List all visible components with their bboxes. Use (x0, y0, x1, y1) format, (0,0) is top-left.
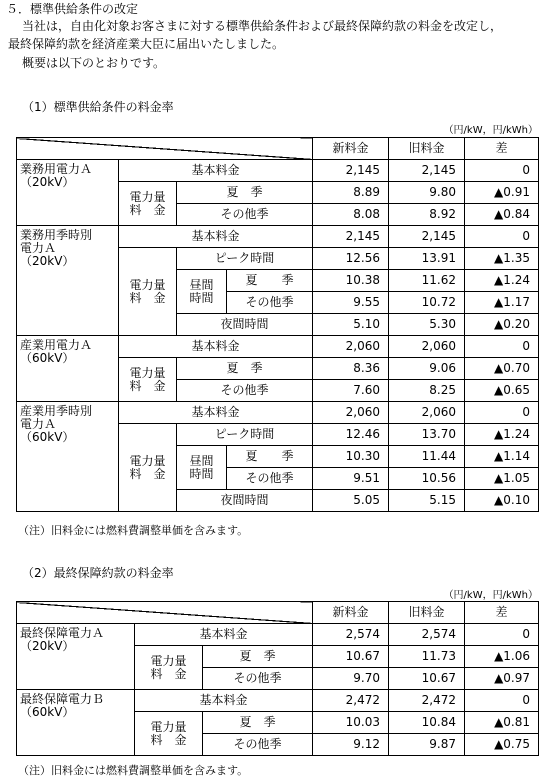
old-value: 10.67 (389, 668, 465, 690)
old-value: 13.70 (389, 424, 465, 446)
new-value: 10.03 (313, 712, 389, 734)
new-value: 5.05 (313, 490, 389, 512)
diff-value: 0 (465, 402, 539, 424)
intro-line-2: 最終保障約款を経済産業大臣に届出いたしました。 (8, 37, 285, 51)
old-value: 8.25 (389, 380, 465, 402)
daytime-label: 昼間 時間 (177, 446, 227, 490)
header-diagonal-cell (17, 138, 313, 160)
diff-value: ▲0.81 (465, 712, 539, 734)
season-label: 夏 季 (227, 270, 313, 292)
diff-value: ▲0.70 (465, 358, 539, 380)
diff-value: ▲1.06 (465, 646, 539, 668)
new-value: 8.89 (313, 182, 389, 204)
energy-label: 電力量 料 金 (135, 646, 203, 690)
energy-label: 電力量 料 金 (135, 712, 203, 756)
table-row (17, 690, 539, 712)
standard-rate-table (16, 137, 539, 512)
diff-value: 0 (465, 226, 539, 248)
contract-name: 業務用季時別 電力Ａ （20kV） (17, 226, 119, 336)
season-label: その他季 (227, 468, 313, 490)
daytime-label: 昼間 時間 (177, 270, 227, 314)
peak-label: ピーク時間 (177, 248, 313, 270)
old-value: 10.72 (389, 292, 465, 314)
new-value: 2,145 (313, 160, 389, 182)
diff-value: ▲0.10 (465, 490, 539, 512)
season-label: その他季 (203, 734, 313, 756)
season-label: その他季 (227, 292, 313, 314)
season-label: その他季 (203, 668, 313, 690)
old-value: 2,145 (389, 160, 465, 182)
new-value: 2,574 (313, 624, 389, 646)
base-label: 基本料金 (135, 624, 313, 646)
old-value: 2,145 (389, 226, 465, 248)
table-row (17, 624, 539, 646)
old-value: 5.15 (389, 490, 465, 512)
old-value: 11.62 (389, 270, 465, 292)
base-label: 基本料金 (119, 402, 313, 424)
old-value: 13.91 (389, 248, 465, 270)
diff-value: 0 (465, 624, 539, 646)
table-header-row (17, 602, 539, 624)
diff-value: ▲0.65 (465, 380, 539, 402)
diff-value: 0 (465, 160, 539, 182)
diff-value: ▲1.24 (465, 270, 539, 292)
old-value: 2,472 (389, 690, 465, 712)
section1-title: （1）標準供給条件の料金率 (22, 100, 174, 114)
diff-value: ▲0.20 (465, 314, 539, 336)
old-value: 2,060 (389, 402, 465, 424)
diff-value: ▲0.91 (465, 182, 539, 204)
old-value: 11.44 (389, 446, 465, 468)
energy-label: 電力量 料 金 (119, 182, 177, 226)
new-value: 7.60 (313, 380, 389, 402)
section-heading: ５．標準供給条件の改定 (6, 2, 139, 16)
new-value: 12.46 (313, 424, 389, 446)
season-label: 夏 季 (203, 646, 313, 668)
contract-name: 最終保障電力Ａ （20kV） (17, 624, 135, 690)
new-value: 9.12 (313, 734, 389, 756)
night-label: 夜間時間 (177, 314, 313, 336)
diff-value: ▲1.14 (465, 446, 539, 468)
header-new: 新料金 (313, 602, 389, 624)
section1-unit: （円/kW，円/kWh） (443, 125, 538, 136)
old-value: 11.73 (389, 646, 465, 668)
header-diagonal-cell (17, 602, 313, 624)
night-label: 夜間時間 (177, 490, 313, 512)
peak-label: ピーク時間 (177, 424, 313, 446)
new-value: 2,472 (313, 690, 389, 712)
old-value: 9.06 (389, 358, 465, 380)
old-value: 5.30 (389, 314, 465, 336)
old-value: 10.84 (389, 712, 465, 734)
season-label: 夏 季 (227, 446, 313, 468)
diff-value: 0 (465, 336, 539, 358)
header-new: 新料金 (313, 138, 389, 160)
new-value: 9.70 (313, 668, 389, 690)
diff-value: ▲1.35 (465, 248, 539, 270)
new-value: 10.30 (313, 446, 389, 468)
diff-value: 0 (465, 690, 539, 712)
season-label: 夏 季 (177, 358, 313, 380)
section1-note: （注）旧料金には燃料費調整単価を含みます。 (18, 524, 249, 537)
table-header-row (17, 138, 539, 160)
diff-value: ▲0.75 (465, 734, 539, 756)
header-old: 旧料金 (389, 138, 465, 160)
new-value: 5.10 (313, 314, 389, 336)
diff-value: ▲1.05 (465, 468, 539, 490)
base-label: 基本料金 (119, 226, 313, 248)
new-value: 2,060 (313, 402, 389, 424)
new-value: 9.55 (313, 292, 389, 314)
energy-label: 電力量 料 金 (119, 248, 177, 336)
season-label: その他季 (177, 380, 313, 402)
new-value: 2,145 (313, 226, 389, 248)
contract-name: 産業用季時別 電力Ａ （60kV） (17, 402, 119, 512)
header-diff: 差 (465, 602, 539, 624)
new-value: 10.38 (313, 270, 389, 292)
season-label: 夏 季 (203, 712, 313, 734)
energy-label: 電力量 料 金 (119, 424, 177, 512)
diff-value: ▲1.24 (465, 424, 539, 446)
old-value: 9.80 (389, 182, 465, 204)
base-label: 基本料金 (119, 336, 313, 358)
old-value: 2,060 (389, 336, 465, 358)
energy-label: 電力量 料 金 (119, 358, 177, 402)
old-value: 10.56 (389, 468, 465, 490)
season-label: 夏 季 (177, 182, 313, 204)
diff-value: ▲0.97 (465, 668, 539, 690)
diff-value: ▲0.84 (465, 204, 539, 226)
table-row (17, 336, 539, 358)
new-value: 9.51 (313, 468, 389, 490)
season-label: その他季 (177, 204, 313, 226)
intro-line-3: 概要は以下のとおりです。 (22, 56, 166, 70)
header-diff: 差 (465, 138, 539, 160)
table-row (17, 160, 539, 182)
table-row (17, 226, 539, 248)
new-value: 2,060 (313, 336, 389, 358)
section2-unit: （円/kW，円/kWh） (443, 590, 538, 601)
old-value: 9.87 (389, 734, 465, 756)
table-row (17, 402, 539, 424)
base-label: 基本料金 (135, 690, 313, 712)
contract-name: 業務用電力Ａ （20kV） (17, 160, 119, 226)
contract-name: 産業用電力Ａ （60kV） (17, 336, 119, 402)
old-value: 2,574 (389, 624, 465, 646)
diff-value: ▲1.17 (465, 292, 539, 314)
intro-line-1: 当社は，自由化対象お客さまに対する標準供給条件および最終保障約款の料金を改定し， (22, 19, 503, 33)
base-label: 基本料金 (119, 160, 313, 182)
new-value: 12.56 (313, 248, 389, 270)
old-value: 8.92 (389, 204, 465, 226)
new-value: 8.36 (313, 358, 389, 380)
header-old: 旧料金 (389, 602, 465, 624)
last-resort-rate-table (16, 601, 539, 756)
new-value: 8.08 (313, 204, 389, 226)
section2-title: （2）最終保障約款の料金率 (22, 566, 174, 580)
section2-note: （注）旧料金には燃料費調整単価を含みます。 (18, 764, 249, 777)
new-value: 10.67 (313, 646, 389, 668)
contract-name: 最終保障電力Ｂ （60kV） (17, 690, 135, 756)
